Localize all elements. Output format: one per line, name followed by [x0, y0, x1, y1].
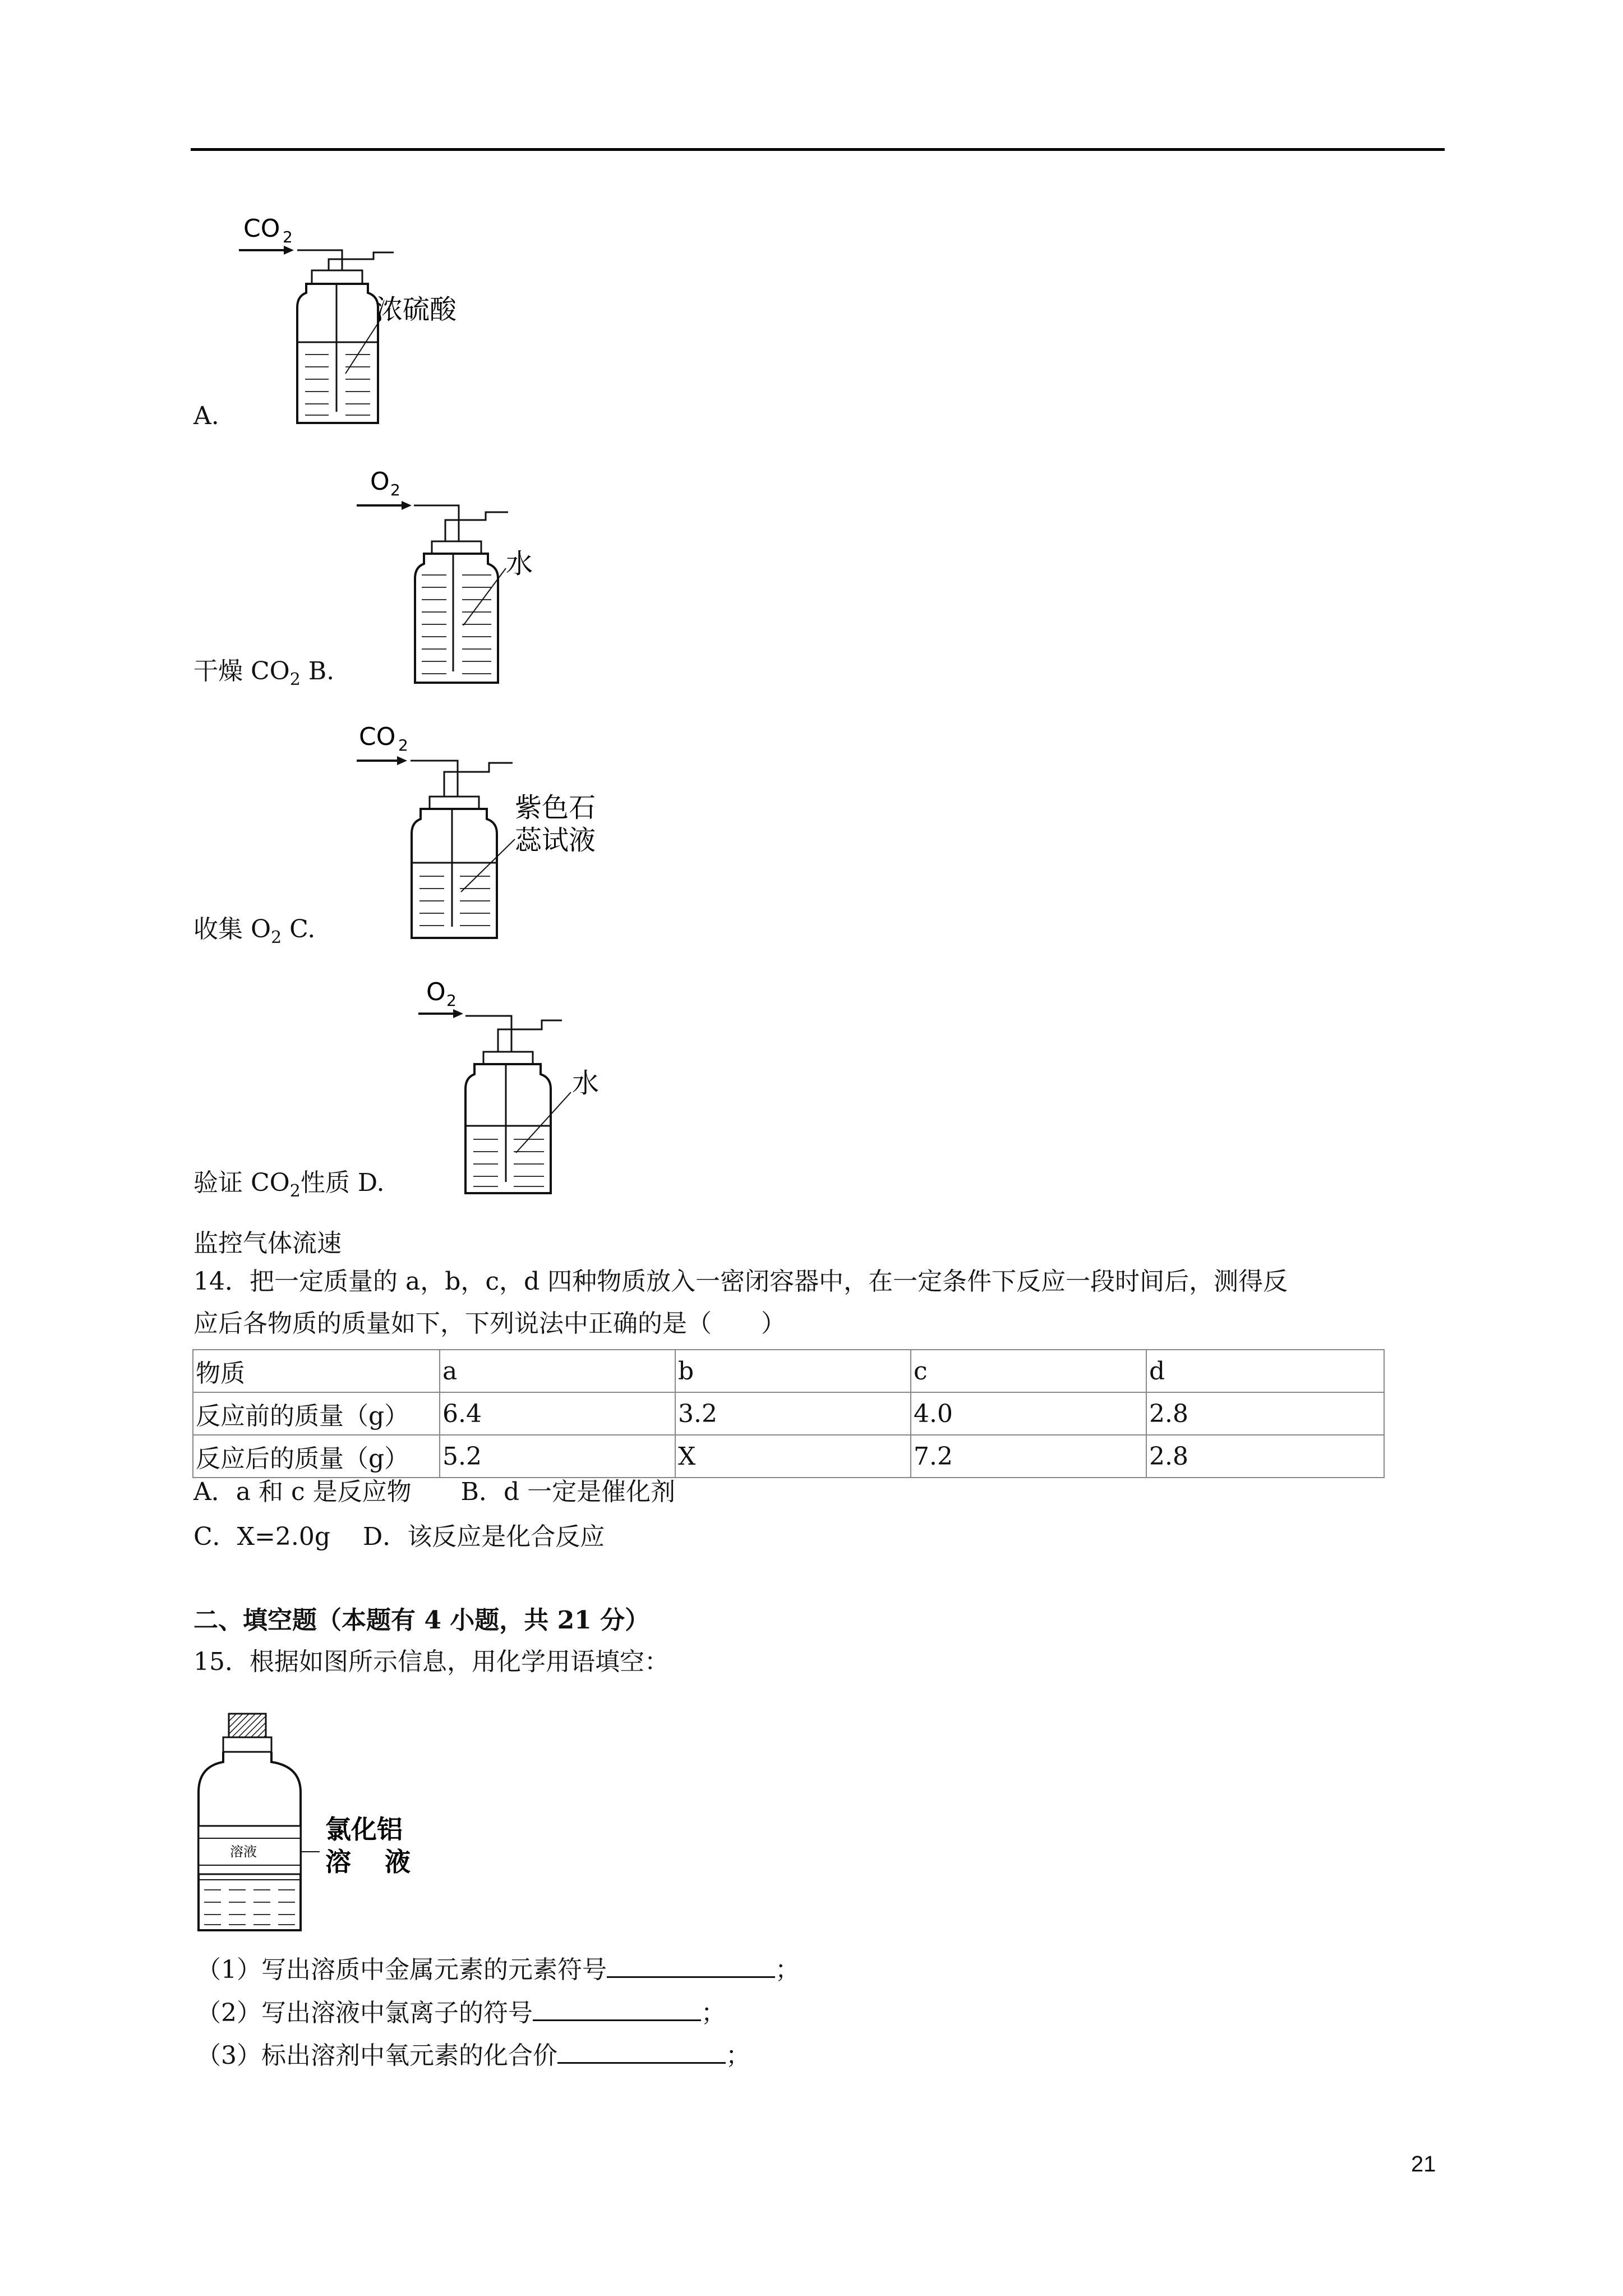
liquid-label: 水: [572, 1068, 600, 1099]
table-cell: 反应后的质量（g）: [193, 1435, 440, 1478]
aluminum-chloride-reagent-bottle: [191, 1708, 426, 1938]
figure-d-wash-bottle: [415, 973, 651, 1198]
answer-blank-1[interactable]: [607, 1954, 775, 1978]
figure-c-wash-bottle: [348, 718, 606, 942]
bottle-name-char2: 液: [385, 1847, 411, 1877]
table-cell: 物质: [193, 1350, 440, 1392]
option-a: [193, 401, 219, 431]
option-c-line: [193, 914, 315, 953]
gas-label: O: [426, 978, 446, 1006]
answer-blank-3[interactable]: [557, 2040, 726, 2064]
option-letter: A.: [193, 402, 219, 430]
gas-subscript: 2: [390, 481, 400, 499]
q15-stem: 15．根据如图所示信息，用化学用语填空：: [193, 1648, 669, 1676]
table-cell: 2.8: [1146, 1435, 1384, 1478]
option-b-description: 收集 O: [193, 915, 271, 944]
liquid-hatching: [419, 876, 490, 926]
arrow-head: [402, 501, 412, 510]
liquid-label-line2: 蕊试液: [515, 825, 596, 856]
subscript: 2: [271, 928, 282, 947]
table-row: [193, 1392, 1384, 1435]
option-d-line: [193, 1168, 385, 1207]
mass-table: [192, 1349, 1385, 1478]
q14-choices-line2: C．X=2.0g D．该反应是化合反应: [193, 1522, 605, 1551]
liquid-label-line1: 紫色石: [515, 792, 596, 823]
inlet-tube: [411, 761, 458, 797]
end-mark: ；: [701, 1999, 726, 2027]
label-leader: [461, 839, 515, 892]
arrow-head: [453, 1009, 463, 1018]
q15-sub1: [196, 1954, 800, 1985]
inlet-tube: [414, 505, 459, 541]
bottle-name-line1: 氯化铝: [325, 1814, 403, 1844]
arrow-head: [284, 246, 294, 255]
stopper: [432, 541, 481, 554]
option-b-line: [193, 656, 334, 695]
liquid-hatching: [204, 1890, 295, 1925]
bottle-neck-ring: [223, 1737, 271, 1752]
table-cell: 3.2: [675, 1392, 911, 1435]
option-d-description: 监控气体流速: [193, 1229, 342, 1258]
gas-label: CO: [243, 214, 280, 243]
bottle-body: [297, 284, 378, 423]
answer-blank-2[interactable]: [533, 1997, 701, 2021]
table-cell: 5.2: [440, 1435, 675, 1478]
liquid-label: 水: [506, 548, 533, 579]
figure-b-wash-bottle: [348, 463, 583, 687]
subscript: 2: [289, 670, 301, 689]
end-mark: ；: [775, 1955, 800, 1984]
bottle-body: [415, 554, 498, 683]
outlet-tube: [445, 512, 508, 541]
q15-sub2: [196, 1997, 726, 2028]
bottle-body: [412, 809, 497, 938]
bottle-cap: [229, 1714, 266, 1737]
sub-question-text: （2）写出溶液中氯离子的符号: [196, 1999, 533, 2027]
liquid-hatching: [422, 575, 491, 674]
page-number: 21: [1411, 2152, 1436, 2177]
header-rule: [191, 148, 1445, 151]
table-cell: c: [911, 1350, 1146, 1392]
stopper: [312, 270, 362, 284]
label-leader: [463, 568, 506, 625]
outlet-tube: [444, 763, 513, 797]
table-row: [193, 1435, 1384, 1478]
gas-subscript: 2: [446, 991, 457, 1010]
table-cell: 7.2: [911, 1435, 1146, 1478]
gas-label: O: [370, 467, 390, 496]
liquid-label: 浓硫酸: [376, 294, 457, 325]
stopper: [430, 797, 479, 809]
liquid-hatching: [305, 355, 370, 415]
option-a-description: 干燥 CO: [193, 657, 290, 685]
section-title: 二、填空题（本题有 4 小题，共 21 分）: [193, 1606, 650, 1635]
table-header-row: [193, 1350, 1384, 1392]
table-cell: 2.8: [1146, 1392, 1384, 1435]
inlet-tube: [297, 250, 342, 270]
sub-question-text: （1）写出溶质中金属元素的元素符号: [196, 1955, 607, 1984]
table-cell: d: [1146, 1350, 1384, 1392]
q14-choices-line1: A．a 和 c 是反应物 B．d 一定是催化剂: [193, 1478, 676, 1506]
table-cell: 4.0: [911, 1392, 1146, 1435]
outlet-tube: [329, 252, 394, 270]
sub-question-text: （3）标出溶剂中氧元素的化合价: [196, 2041, 557, 2070]
q14-stem-line2: 应后各物质的质量如下，下列说法中正确的是（ ）: [193, 1309, 786, 1338]
q14-stem-line1: 14．把一定质量的 a，b，c，d 四种物质放入一密闭容器中，在一定条件下反应一段时间后，测得反: [193, 1267, 1288, 1296]
figure-a-wash-bottle: [236, 208, 471, 432]
arrow-head: [397, 756, 407, 765]
option-letter: C.: [282, 915, 316, 944]
outlet-tube: [498, 1020, 562, 1052]
gas-subscript: 2: [283, 228, 293, 246]
liquid-hatching: [473, 1139, 544, 1186]
label-leader: [516, 1092, 571, 1153]
option-letter: 性质 D.: [300, 1168, 385, 1197]
subscript: 2: [289, 1181, 301, 1201]
stopper: [483, 1052, 533, 1064]
table-cell: 6.4: [440, 1392, 675, 1435]
inlet-tube: [465, 1016, 511, 1052]
q15-sub3: [196, 2040, 750, 2071]
gas-label: CO: [359, 723, 396, 751]
label-leader: [345, 320, 380, 374]
table-cell: X: [675, 1435, 911, 1478]
bottle-label-text: 溶液: [230, 1844, 257, 1860]
table-cell: b: [675, 1350, 911, 1392]
table-cell: 反应前的质量（g）: [193, 1392, 440, 1435]
gas-subscript: 2: [398, 736, 408, 754]
end-mark: ；: [726, 2041, 750, 2070]
option-letter: B.: [300, 657, 335, 685]
bottle-name-char1: 溶: [325, 1847, 351, 1877]
option-c-description: 验证 CO: [193, 1168, 290, 1197]
table-cell: a: [440, 1350, 675, 1392]
